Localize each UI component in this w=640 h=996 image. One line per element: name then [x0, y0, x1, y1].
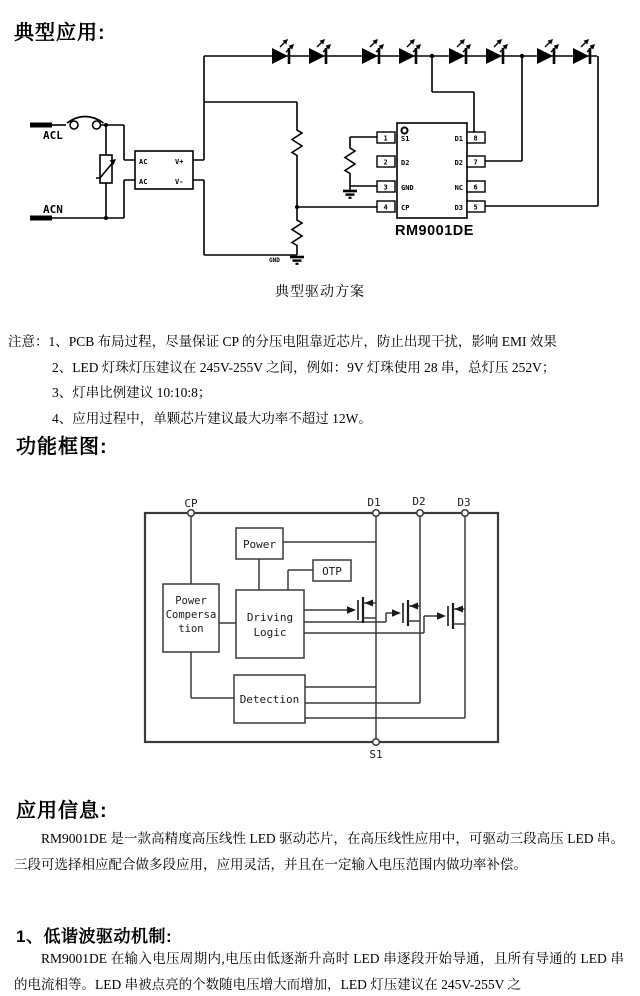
- note-item: 4、应用过程中，单颗芯片建议最大功率不超过 12W。: [52, 410, 372, 426]
- note-item: 2、LED 灯珠灯压建议在 245V-255V 之间，例如：9V 灯珠使用 28 串，总灯压 252V；: [52, 359, 556, 375]
- pin-name: D3: [454, 204, 463, 212]
- cp-pin-label: CP: [184, 497, 198, 510]
- pin-name: S1: [401, 135, 410, 143]
- typical-application-heading: 典型应用:: [14, 22, 106, 44]
- ground-icon: [343, 191, 357, 198]
- mosfet-icon: [448, 603, 465, 629]
- notes-block: [8, 329, 628, 431]
- functional-block-diagram: [0, 480, 640, 770]
- pin-name: GND: [401, 184, 414, 192]
- power-compensation-block: [163, 584, 219, 652]
- mosfet-icon: [403, 600, 420, 626]
- led-string: [204, 39, 597, 64]
- pin-num: 7: [473, 158, 478, 167]
- low-harmonic-paragraph: RM9001DE 在输入电压周期内,电压由低逐渐升高时 LED 串逐段开始导通，且所有导通的 LED 串的电流相等。LED 串被点亮的个数随电压增大而增加，LED 灯压建议在 245V-255V 之: [14, 951, 624, 992]
- d1-pin-label: D1: [367, 496, 381, 509]
- otp-block: [313, 560, 351, 581]
- pin-num: 5: [473, 203, 478, 212]
- pin-num: 8: [473, 134, 478, 143]
- gnd-label: GND: [269, 257, 280, 264]
- d2-pin-label: D2: [412, 495, 426, 508]
- svg-text:tion: tion: [178, 623, 204, 635]
- acl-label: ACL: [43, 129, 63, 142]
- ground-icon: [290, 257, 304, 264]
- varistor-icon: [100, 155, 112, 183]
- application-info-paragraph: RM9001DE 是一款高精度高压线性 LED 驱动芯片，在高压线性应用中，可驱动三段高压 LED 串。三段可选择相应配合做多段应用，应用灵活，并且在一定输入电压范围内做功率补偿。: [14, 831, 624, 872]
- power-block: [236, 528, 283, 559]
- bridge-rectifier: [135, 151, 193, 189]
- bridge-ac-top-label: AC: [139, 158, 148, 166]
- pin-name: D2: [401, 159, 410, 167]
- driving-logic-block: [236, 590, 304, 658]
- detection-block: [234, 675, 305, 723]
- typical-application-circuit-diagram: [0, 0, 640, 300]
- pin-num: 1: [383, 134, 388, 143]
- power-block-label: Power: [242, 538, 277, 551]
- pin-num: 2: [383, 158, 388, 167]
- d3-pin-label: D3: [457, 496, 471, 509]
- s1-pin-label: S1: [369, 748, 383, 761]
- note-item: 1、PCB 布局过程，尽量保证 CP 的分压电阻靠近芯片，防止出现干扰，影响 EMI 效果: [48, 334, 557, 349]
- bridge-ac-bottom-label: AC: [139, 178, 148, 186]
- low-harmonic-heading: 1、低谐波驱动机制:: [16, 927, 173, 946]
- pin-num: 4: [383, 203, 388, 212]
- block-wiring: [191, 516, 465, 739]
- mosfet-switches: [358, 597, 465, 629]
- detection-block-label: Detection: [239, 693, 300, 706]
- pin-name: D1: [454, 135, 463, 143]
- chip-rm9001de: [377, 123, 485, 239]
- sense-resistor: [343, 137, 377, 198]
- block-diagram-heading: 功能框图:: [16, 436, 108, 458]
- pin-name: CP: [401, 204, 410, 212]
- svg-text:Driving: Driving: [246, 611, 294, 624]
- acn-label: ACN: [43, 203, 63, 216]
- svg-text:Power: Power: [175, 595, 207, 607]
- circuit-caption: 典型驱动方案: [275, 285, 365, 300]
- note-item: 3、灯串比例建议 10:10:8；: [52, 385, 212, 400]
- bridge-vminus-label: V-: [175, 178, 184, 186]
- pin-num: 3: [383, 183, 388, 192]
- fuse-icon: [70, 121, 78, 129]
- divider-resistors-icon: [292, 102, 302, 255]
- chip-name-label: RM9001DE: [395, 223, 474, 239]
- application-info-heading: 应用信息:: [16, 800, 108, 822]
- otp-block-label: OTP: [322, 565, 342, 578]
- pin-num: 6: [473, 183, 478, 192]
- svg-text:Compersa: Compersa: [165, 609, 217, 621]
- block-diagram-pins: [184, 495, 470, 761]
- notes-label: 注意：: [8, 334, 49, 349]
- pin-name: NC: [454, 184, 463, 192]
- bridge-vplus-label: V+: [175, 158, 184, 166]
- pin-name: D2: [454, 159, 463, 167]
- svg-text:Logic: Logic: [253, 626, 287, 639]
- ac-input: [30, 117, 135, 221]
- mosfet-icon: [358, 597, 376, 623]
